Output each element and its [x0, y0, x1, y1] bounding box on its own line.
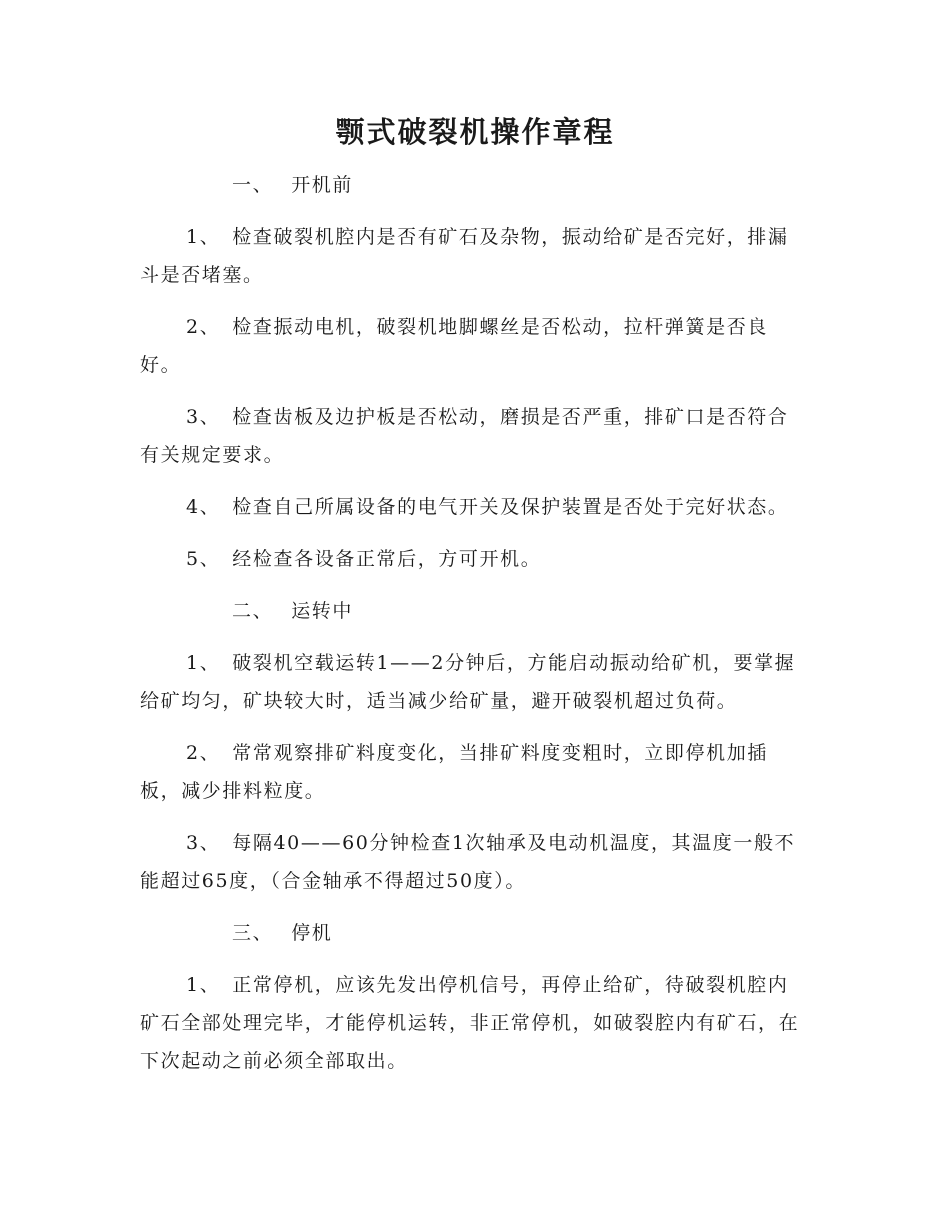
item-number: 2、 — [186, 316, 221, 338]
list-item — [140, 488, 808, 526]
item-number: 4、 — [186, 496, 221, 518]
section-number: 二、 — [232, 600, 274, 622]
item-number: 3、 — [186, 832, 221, 854]
list-item — [140, 824, 808, 900]
section-title: 运转中 — [291, 600, 354, 622]
section-number: 一、 — [232, 174, 274, 196]
section-heading-running — [140, 592, 808, 630]
item-text: 检查振动电机，破裂机地脚螺丝是否松动，拉杆弹簧是否良好。 — [140, 316, 768, 376]
item-number: 2、 — [186, 742, 221, 764]
item-text: 检查自己所属设备的电气开关及保护装置是否处于完好状态。 — [232, 496, 789, 518]
section-heading-before-start — [140, 166, 808, 204]
list-item — [140, 308, 808, 384]
list-item — [140, 644, 808, 720]
list-item — [140, 734, 808, 810]
item-text: 破裂机空载运转1——2分钟后，方能启动振动给矿机，要掌握给矿均匀，矿块较大时，适当减少给矿量，避开破裂机超过负荷。 — [140, 652, 796, 712]
item-number: 1、 — [186, 974, 221, 996]
section-number: 三、 — [232, 922, 274, 944]
item-text: 检查齿板及边护板是否松动，磨损是否严重，排矿口是否符合有关规定要求。 — [140, 406, 789, 466]
item-text: 正常停机，应该先发出停机信号，再停止给矿，待破裂机腔内矿石全部处理完毕，才能停机运转，非正常停机，如破裂腔内有矿石，在下次起动之前必须全部取出。 — [140, 974, 800, 1072]
section-title: 开机前 — [291, 174, 354, 196]
document-body — [140, 166, 808, 1094]
list-item — [140, 966, 808, 1080]
item-number: 5、 — [186, 548, 221, 570]
section-title: 停机 — [291, 922, 333, 944]
section-heading-shutdown — [140, 914, 808, 952]
page-title: 颚式破裂机操作章程 — [335, 115, 615, 149]
list-item — [140, 398, 808, 474]
item-text: 经检查各设备正常后，方可开机。 — [232, 548, 542, 570]
item-number: 1、 — [186, 652, 221, 674]
item-text: 每隔40——60分钟检查1次轴承及电动机温度，其温度一般不能超过65度，（合金轴承不得超过50度）。 — [140, 832, 796, 892]
item-text: 常常观察排矿料度变化，当排矿料度变粗时，立即停机加插板，减少排料粒度。 — [140, 742, 768, 802]
list-item — [140, 540, 808, 578]
list-item — [140, 218, 808, 294]
item-text: 检查破裂机腔内是否有矿石及杂物，振动给矿是否完好，排漏斗是否堵塞。 — [140, 226, 789, 286]
item-number: 1、 — [186, 226, 221, 248]
item-number: 3、 — [186, 406, 221, 428]
